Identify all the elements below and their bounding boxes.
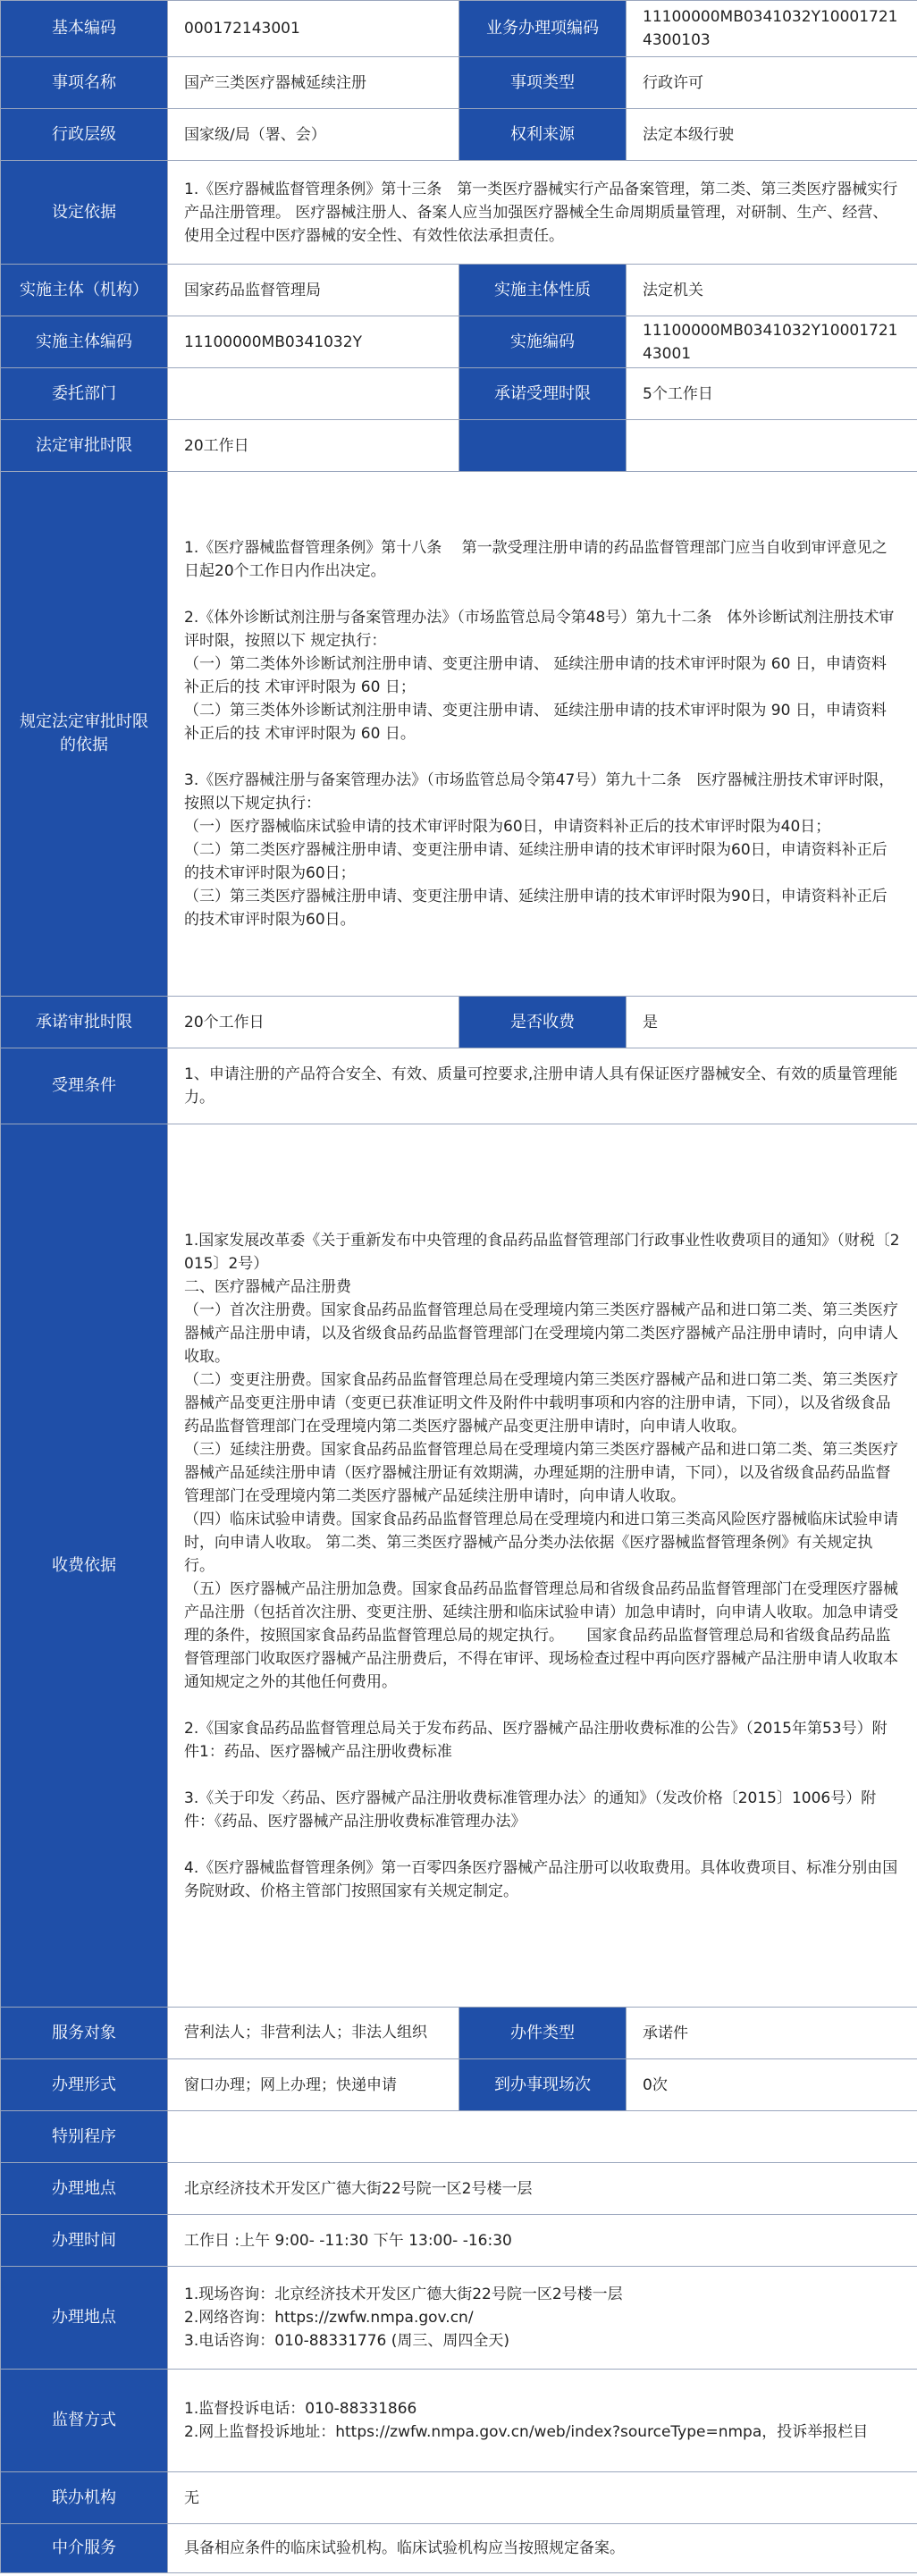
paragraph-gap	[184, 583, 901, 606]
row-supervision	[1, 2370, 917, 2472]
legal-limit-basis-value	[168, 472, 917, 997]
basic-code-value: 000172143001	[168, 1, 459, 57]
onsite-visits-value: 0次	[627, 2059, 917, 2111]
admin-level-label: 行政层级	[1, 109, 168, 161]
legal-limit-basis-para: （二）第二类医疗器械注册申请、变更注册申请、延续注册申请的技术审评时限为60日，申请资料补正后的技术审评时限为60日；	[184, 841, 888, 882]
intermediary-label: 中介服务	[1, 2524, 168, 2573]
consult-location-value	[168, 2267, 917, 2370]
row-special-procedure	[1, 2111, 917, 2163]
admin-level-value: 国家级/局（署、会）	[168, 109, 459, 161]
is-charged-label: 是否收费	[459, 997, 627, 1048]
item-name-label: 事项名称	[1, 57, 168, 109]
promise-approval-limit-value: 20个工作日	[168, 997, 459, 1048]
paragraph-gap	[184, 745, 901, 769]
impl-nature-value: 法定机关	[627, 265, 917, 316]
row-handle-location	[1, 2163, 917, 2215]
joint-agency-value: 无	[168, 2472, 917, 2524]
item-type-label: 事项类型	[459, 57, 627, 109]
item-type-value: 行政许可	[627, 57, 917, 109]
fee-basis-para: （二）变更注册费。国家食品药品监督管理总局在受理境内第三类医疗器械产品和进口第二类、第三类医疗器械产品变更注册申请（变更已获准证明文件及附件中载明事项和内容的注册申请，下同），以及省级食品药品监督管理部门在受理境内第二类医疗器械产品变更注册申请时，向申请人收取。	[184, 1370, 898, 1435]
onsite-visits-label: 到办事现场次	[459, 2059, 627, 2111]
paragraph-gap	[184, 1833, 901, 1856]
fee-basis-para: 1.国家发展改革委《关于重新发布中央管理的食品药品监督管理部门行政事业性收费项目的通知》（财税〔2015〕2号）	[184, 1231, 900, 1273]
handle-form-value: 窗口办理；网上办理；快递申请	[168, 2059, 459, 2111]
service-target-label: 服务对象	[1, 2008, 168, 2059]
handle-location-label: 办理地点	[1, 2163, 168, 2215]
legal-approval-limit-label: 法定审批时限	[1, 420, 168, 472]
accept-conditions-label: 受理条件	[1, 1048, 168, 1124]
handle-time-value: 工作日 :上午 9:00- -11:30 下午 13:00- -16:30	[168, 2215, 917, 2267]
legal-limit-basis-para: （二）第三类体外诊断试剂注册申请、变更注册申请、 延续注册申请的技术审评时限为 90 日，申请资料补正后的技 术审评时限为 60 日。	[184, 702, 887, 743]
row-service-target	[1, 2008, 917, 2059]
special-procedure-label: 特别程序	[1, 2111, 168, 2163]
supervision-line: 1.监督投诉电话：010-88331866	[184, 2400, 417, 2418]
paragraph-gap	[184, 1764, 901, 1787]
impl-subject-value: 国家药品监督管理局	[168, 265, 459, 316]
legal-basis-label: 设定依据	[1, 161, 168, 265]
legal-limit-basis-para: （三）第三类医疗器械注册申请、变更注册申请、延续注册申请的技术审评时限为90日，申请资料补正后的技术审评时限为60日。	[184, 888, 888, 929]
blank-label-cell	[459, 420, 627, 472]
handle-location-value: 北京经济技术开发区广德大街22号院一区2号楼一层	[168, 2163, 917, 2215]
consult-line: 2.网络咨询：https://zwfw.nmpa.gov.cn/	[184, 2309, 474, 2327]
row-intermediary	[1, 2524, 917, 2573]
consult-line: 3.电话咨询：010-88331776 (周三、周四全天)	[184, 2332, 509, 2350]
is-charged-value: 是	[627, 997, 917, 1048]
row-promise-approval-limit	[1, 997, 917, 1048]
row-legal-basis	[1, 161, 917, 265]
power-source-value: 法定本级行驶	[627, 109, 917, 161]
blank-value-cell	[627, 420, 917, 472]
fee-basis-para: 3.《关于印发〈药品、医疗器械产品注册收费标准管理办法〉的通知》（发改价格〔2015〕1006号）附件：《药品、医疗器械产品注册收费标准管理办法》	[184, 1789, 877, 1831]
row-basic-code	[1, 1, 917, 57]
paragraph-gap	[184, 1694, 901, 1717]
row-item-name	[1, 57, 917, 109]
impl-subject-code-value: 11100000MB0341032Y	[168, 316, 459, 368]
consult-line: 1.现场咨询：北京经济技术开发区广德大街22号院一区2号楼一层	[184, 2286, 623, 2303]
fee-basis-para: （四）临床试验申请费。国家食品药品监督管理总局在受理境内和进口第三类高风险医疗器械临床试验申请时，向申请人收取。 第二类、第三类医疗器械产品分类办法依据《医疗器械监督管理条例》有关规定执行。	[184, 1510, 898, 1575]
row-joint-agency	[1, 2472, 917, 2524]
accept-conditions-value: 1、申请注册的产品符合安全、有效、质量可控要求,注册申请人具有保证医疗器械安全、有效的质量管理能力。	[168, 1048, 917, 1124]
fee-basis-para: 2.《国家食品药品监督管理总局关于发布药品、医疗器械产品注册收费标准的公告》（2015年第53号）附件1：药品、医疗器械产品注册收费标准	[184, 1719, 888, 1761]
entrust-dept-value	[168, 368, 459, 420]
power-source-label: 权利来源	[459, 109, 627, 161]
row-consult-location	[1, 2267, 917, 2370]
supervision-value	[168, 2370, 917, 2472]
impl-subject-code-label: 实施主体编码	[1, 316, 168, 368]
impl-code-value: 11100000MB0341032Y1000172143001	[627, 316, 917, 368]
joint-agency-label: 联办机构	[1, 2472, 168, 2524]
row-handle-time	[1, 2215, 917, 2267]
row-admin-level	[1, 109, 917, 161]
row-legal-approval-limit	[1, 420, 917, 472]
intermediary-value: 具备相应条件的临床试验机构。临床试验机构应当按照规定备案。	[168, 2524, 917, 2573]
business-code-label: 业务办理项编码	[459, 1, 627, 57]
fee-basis-para: 二、医疗器械产品注册费	[184, 1277, 351, 1296]
handle-time-label: 办理时间	[1, 2215, 168, 2267]
impl-code-label: 实施编码	[459, 316, 627, 368]
fee-basis-para: 4.《医疗器械监督管理条例》第一百零四条医疗器械产品注册可以收取费用。具体收费项目、标准分别由国务院财政、价格主管部门按照国家有关规定制定。	[184, 1858, 898, 1900]
promise-time-label: 承诺受理时限	[459, 368, 627, 420]
promise-time-value: 5个工作日	[627, 368, 917, 420]
entrust-dept-label: 委托部门	[1, 368, 168, 420]
fee-basis-para: （三）延续注册费。国家食品药品监督管理总局在受理境内第三类医疗器械产品和进口第二类、第三类医疗器械产品延续注册申请（医疗器械注册证有效期满，办理延期的注册申请，下同），以及省级食品药品监督管理部门在受理境内第二类医疗器械产品延续注册申请时，向申请人收取。	[184, 1440, 898, 1505]
fee-basis-value	[168, 1124, 917, 2008]
service-target-value: 营利法人；非营利法人；非法人组织	[168, 2008, 459, 2059]
row-fee-basis	[1, 1124, 917, 2008]
legal-basis-value: 1.《医疗器械监督管理条例》第十三条 第一类医疗器械实行产品备案管理，第二类、第三类医疗器械实行产品注册管理。 医疗器械注册人、备案人应当加强医疗器械全生命周期质量管理，对研制、生产、经营、使用全过程中医疗器械的安全性、有效性依法承担责任。	[168, 161, 917, 265]
impl-nature-label: 实施主体性质	[459, 265, 627, 316]
row-impl-subject	[1, 265, 917, 316]
supervision-line: 2.网上监督投诉地址：https://zwfw.nmpa.gov.cn/web/index?sourceType=nmpa，投诉举报栏目	[184, 2423, 869, 2441]
business-code-value: 11100000MB0341032Y100017214300103	[627, 1, 917, 57]
row-entrust-dept	[1, 368, 917, 420]
fee-basis-para: （一）首次注册费。国家食品药品监督管理总局在受理境内第三类医疗器械产品和进口第二类、第三类医疗器械产品注册申请，以及省级食品药品监督管理部门在受理境内第二类医疗器械产品注册申请时，向申请人收取。	[184, 1301, 898, 1366]
legal-limit-basis-para: 3.《医疗器械注册与备案管理办法》（市场监管总局令第47号）第九十二条 医疗器械注册技术审评时限，按照以下规定执行：	[184, 771, 895, 812]
handle-form-label: 办理形式	[1, 2059, 168, 2111]
row-accept-conditions	[1, 1048, 917, 1124]
supervision-label: 监督方式	[1, 2370, 168, 2472]
special-procedure-value	[168, 2111, 917, 2163]
legal-limit-basis-para: （一）医疗器械临床试验申请的技术审评时限为60日，申请资料补正后的技术审评时限为40日；	[184, 818, 831, 836]
legal-limit-basis-para: 2.《体外诊断试剂注册与备案管理办法》（市场监管总局令第48号）第九十二条 体外诊断试剂注册技术审评时限，按照以下 规定执行：	[184, 609, 895, 650]
handle-type-label: 办件类型	[459, 2008, 627, 2059]
row-handle-form	[1, 2059, 917, 2111]
handle-type-value: 承诺件	[627, 2008, 917, 2059]
impl-subject-label: 实施主体（机构）	[1, 265, 168, 316]
legal-limit-basis-para: （一）第二类体外诊断试剂注册申请、变更注册申请、 延续注册申请的技术审评时限为 60 日，申请资料补正后的技 术审评时限为 60 日；	[184, 655, 887, 696]
row-legal-limit-basis	[1, 472, 917, 997]
fee-basis-label: 收费依据	[1, 1124, 168, 2008]
fee-basis-para: （五）医疗器械产品注册加急费。国家食品药品监督管理总局和省级食品药品监督管理部门在受理医疗器械产品注册（包括首次注册、变更注册、延续注册和临床试验申请）加急申请时，向申请人收取。加急申请受理的条件，按照国家食品药品监督管理总局的规定执行。 国家食品药品监督管理总局和省级食品药品监督管理部门收取医疗器械产品注册费后，不得在审评、现场检查过程中再向医疗器械产品注册申请人收取本通知规定之外的其他任何费用。	[184, 1579, 898, 1691]
legal-approval-limit-value: 20工作日	[168, 420, 459, 472]
promise-approval-limit-label: 承诺审批时限	[1, 997, 168, 1048]
row-impl-code	[1, 316, 917, 368]
basic-code-label: 基本编码	[1, 1, 168, 57]
item-name-value: 国产三类医疗器械延续注册	[168, 57, 459, 109]
legal-limit-basis-para: 1.《医疗器械监督管理条例》第十八条 第一款受理注册申请的药品监督管理部门应当自收到审评意见之日起20个工作日内作出决定。	[184, 539, 888, 580]
consult-location-label: 办理地点	[1, 2267, 168, 2370]
legal-limit-basis-label: 规定法定审批时限的依据	[1, 472, 168, 997]
